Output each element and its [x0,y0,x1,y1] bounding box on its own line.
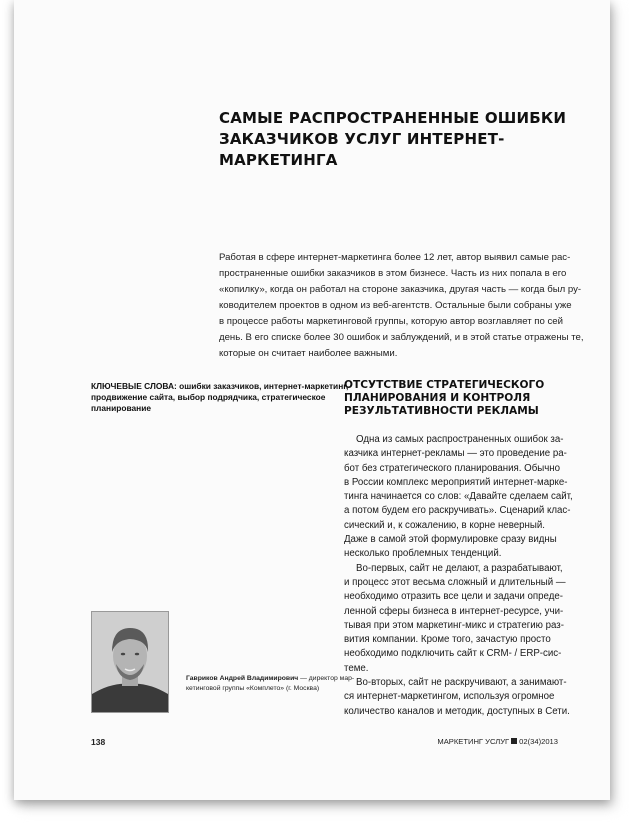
keywords-line: КЛЮЧЕВЫЕ СЛОВА: ошибки заказчиков, интернет-маркетинг, [91,381,349,391]
keywords-block [91,381,349,414]
body-line: ленной сферы бизнеса в интернет-ресурсе, учи- [344,605,564,617]
running-footer [437,737,558,746]
body-line: необходимо подключить сайт к CRM- / ERP-сис- [344,648,562,660]
author-caption [186,674,355,694]
keywords-line: планирование [91,403,152,413]
magazine-page [14,0,610,800]
body-line: тинга начинается со слов: «Давайте сделаем сайт, [344,491,573,503]
body-line: а потом будем его раскручивать». Сценарий клас- [344,505,571,517]
lead-line: которые он считает наиболее важными. [219,348,398,359]
body-line: тывая при этом маркетинг-микс и стратегию раз- [344,619,564,631]
author-photo [91,611,169,713]
body-line: Во-вторых, сайт не раскручивают, а занимают- [356,677,567,689]
author-desc: — директор мар- [298,675,355,682]
issue-number: 02(34)2013 [519,737,558,746]
lead-line: день. В его списке более 30 ошибок и заблуждений, и в этой статье отражены те, [219,332,584,343]
body-line: количество каналов и методик, доступных в Сети. [344,705,570,717]
lead-line: ководителем проектов в одном из веб-агентств. Остальные были собраны уже [219,300,572,311]
author-name: Гавриков Андрей Владимирович [186,675,299,682]
section-heading-line: РЕЗУЛЬТАТИВНОСТИ РЕКЛАМЫ [344,405,539,417]
body-line: несколько проблемных тенденций. [344,548,502,560]
section-heading-line: ПЛАНИРОВАНИЯ И КОНТРОЛЯ [344,392,531,404]
section-heading [344,379,604,418]
body-line: в России комплекс мероприятий интернет-марке- [344,476,568,488]
author-portrait-image [92,612,168,712]
title-line: ЗАКАЗЧИКОВ УСЛУГ ИНТЕРНЕТ-МАРКЕТИНГА [219,130,505,169]
keywords-line: продвижение сайта, выбор подрядчика, стратегическое [91,392,326,402]
author-desc-line: кетинговой группы «Комплето» (г. Москва) [186,685,320,692]
body-line: ся интернет-маркетингом, используя огромное [344,691,555,703]
body-line: и процесс этот весьма сложный и длительный — [344,576,566,588]
journal-name: МАРКЕТИНГ УСЛУГ [437,737,510,746]
body-line: сический и, к сожалению, в корне неверный. [344,519,545,531]
square-bullet-icon [511,738,517,744]
body-line: Одна из самых распространенных ошибок за- [356,434,564,445]
article-title [219,108,599,171]
body-line: Во-первых, сайт не делают, а разрабатывают, [356,562,563,574]
body-line: теме. [344,662,369,674]
body-line: казчика интернет-рекламы — это проведение ра- [344,448,567,460]
author-line [186,674,355,684]
body-line: Даже в самой этой формулировке сразу видны [344,534,557,546]
body-line: вития компании. Кроме того, зачастую просто [344,634,551,646]
lead-paragraph [219,250,603,362]
lead-line: Работая в сфере интернет-маркетинга более 12 лет, автор выявил самые рас- [219,252,571,263]
lead-line: в процессе работы маркетинговой группы, которую автор возглавляет по сей [219,316,563,327]
lead-line: пространенные ошибки заказчиков в этом бизнесе. Часть из них попала в его [219,268,567,279]
body-column [344,433,609,719]
title-line: САМЫЕ РАСПРОСТРАНЕННЫЕ ОШИБКИ [219,109,567,127]
page-number: 138 [91,737,106,747]
section-heading-line: ОТСУТСТВИЕ СТРАТЕГИЧЕСКОГО [344,379,545,391]
lead-line: «копилку», когда он работал на стороне заказчика, другая часть — когда был ру- [219,284,582,295]
body-line: необходимо отразить все цели и задачи опреде- [344,591,563,603]
body-line: бот без стратегического планирования. Обычно [344,462,560,474]
